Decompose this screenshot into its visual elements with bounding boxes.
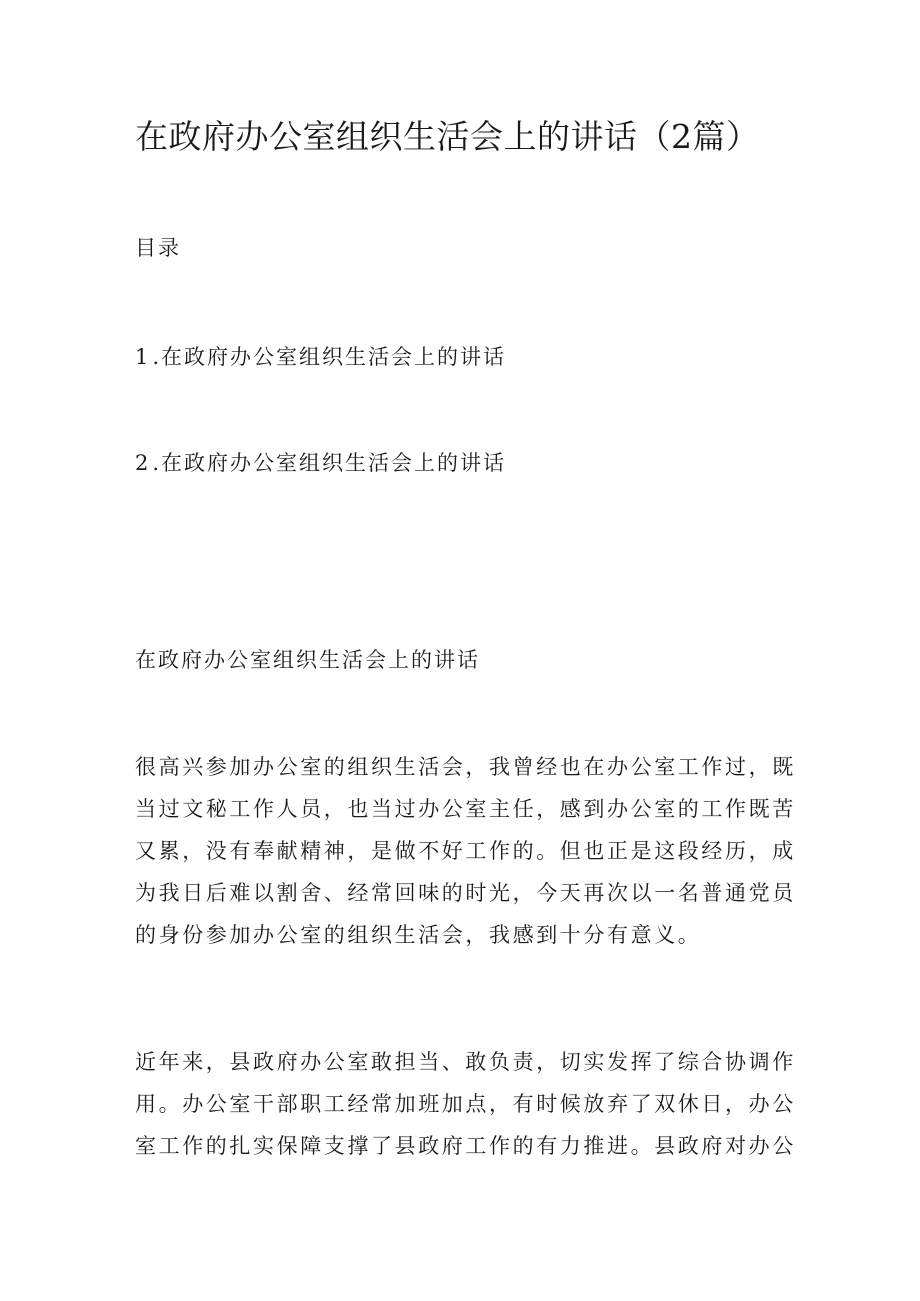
toc-item-number: 2 (135, 451, 153, 475)
paragraph-line: 的身份参加办公室的组织生活会，我感到十分有意义。 (135, 923, 702, 947)
paragraph-line: 用。办公室干部职工经常加班加点，有时候放弃了双休日，办公 (135, 1092, 796, 1116)
toc-heading: 目录 (135, 236, 181, 260)
paragraph-line: 很高兴参加办公室的组织生活会，我曾经也在办公室工作过，既 (135, 755, 796, 779)
toc-item (135, 445, 506, 481)
section-title: 在政府办公室组织生活会上的讲话 (135, 648, 480, 672)
toc-item-number: 1 (135, 345, 153, 369)
body-paragraph (135, 1041, 796, 1167)
paragraph-line: 又累，没有奉献精神，是做不好工作的。但也正是这段经历，成 (135, 839, 796, 863)
paragraph-line: 室工作的扎实保障支撑了县政府工作的有力推进。县政府对办公 (135, 1134, 796, 1158)
paragraph-line: 当过文秘工作人员，也当过办公室主任，感到办公室的工作既苦 (135, 797, 796, 821)
paragraph-line: 为我日后难以割舍、经常回味的时光，今天再次以一名普通党员 (135, 881, 796, 905)
body-paragraph (135, 746, 796, 956)
paragraph-line: 近年来，县政府办公室敢担当、敢负责，切实发挥了综合协调作 (135, 1050, 796, 1074)
toc-item-text: .在政府办公室组织生活会上的讲话 (152, 451, 507, 475)
document-title: 在政府办公室组织生活会上的讲话（2篇） (135, 117, 760, 156)
toc-item-text: .在政府办公室组织生活会上的讲话 (152, 345, 507, 369)
toc-item (135, 339, 506, 375)
